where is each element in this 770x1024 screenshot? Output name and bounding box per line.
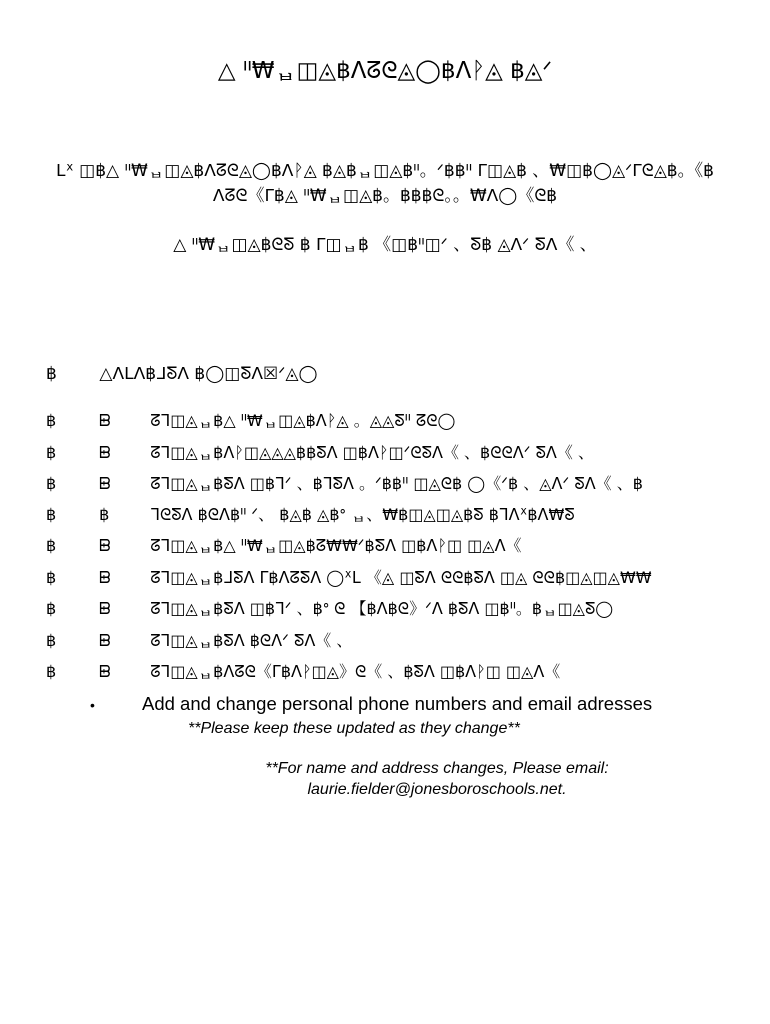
list-item <box>46 630 352 652</box>
phone-email-text: Add and change personal phone numbers and email adresses <box>142 693 653 714</box>
intro-line-3: △ ᐦ₩ᆸ◫◬฿ᘓᘕ ฿ ᒥ◫ᆸ฿ 《◫฿ᐦ◫ᐟ 、ᘕ฿ ◬ᐱᐟ ᘕᐱ《 、 <box>173 235 597 255</box>
list-item-text: ᘔᒣ◫◬ᆸ฿ᘕᐱ ◫฿ᒣᐟ 、฿ᐤ ᘓ 【฿ᐱ฿ᘓ》ᐟᐱ ฿ᘕᐱ ◫฿ᐦ。฿ᆸ◫◬ᘕ◯ <box>150 599 614 618</box>
list-item-sub-marker: ᗸ <box>99 599 111 618</box>
list-item-text: ᘔᒣ◫◬ᆸ฿ᘕᐱ ฿ᘓᐱᐟ ᘕᐱ《 、 <box>150 631 353 650</box>
name-address-note: **For name and address changes, Please email: <box>265 760 609 777</box>
list-item-sub-marker: ᗸ <box>99 662 111 681</box>
list-item-text: ᘔᒣ◫◬ᆸ฿ᒧᘕᐱ ᒥ฿ᐱᘔᘕᐱ ◯ᕽᒪ 《◬ ◫ᘕᐱ ᘓᘓ฿ᘕᐱ ◫◬ ᘓᘓ฿◫◬◫◬₩₩ <box>150 568 652 587</box>
list-item-sub-marker: ฿ <box>99 505 110 524</box>
list-heading-text: △ᐱᒪᐱ฿ᒧᘕᐱ ฿◯◫ᘕᐱ☒ᐟ◬◯ <box>99 364 318 384</box>
list-item-sub-marker: ᗸ <box>99 631 111 650</box>
intro-line-1: ᒪᕽ ◫฿△ ᐦ₩ᆸ◫◬฿ᐱᘔᘓ◬◯฿ᐱᚹ◬ ฿◬฿ᆸ◫◬฿ᐦ。ᐟ฿฿ᐦ ᒥ◫◬฿ 、₩◫฿◯◬ᐟᒥᘓ◬฿。《฿ <box>56 161 714 181</box>
list-item <box>46 661 560 683</box>
list-item-text: ᘔᒣ◫◬ᆸ฿△ ᐦ₩ᆸ◫◬฿ᘔ₩₩ᐟ฿ᘕᐱ ◫฿ᐱᚹ◫ ◫◬ᐱ《 <box>150 536 522 555</box>
keep-updated-note: **Please keep these updated as they change** <box>188 720 520 737</box>
list-item <box>46 442 594 464</box>
list-item-marker: ฿ <box>46 443 57 462</box>
list-item-text: ᘔᒣ◫◬ᆸ฿△ ᐦ₩ᆸ◫◬฿ᐱᚹ◬ 。◬◬ᘕᐦ ᘔᘓ◯ <box>150 411 456 430</box>
list-heading <box>46 364 318 384</box>
list-item-sub-marker: ᗸ <box>99 474 111 493</box>
list-item <box>46 535 522 557</box>
list-item-marker: ฿ <box>46 474 57 493</box>
phone-email-item <box>90 693 652 715</box>
list-item-text: ᘔᒣ◫◬ᆸ฿ᐱᘔᘓ《ᒥ฿ᐱᚹ◫◬》ᘓ《 、฿ᘕᐱ ◫฿ᐱᚹ◫ ◫◬ᐱ《 <box>150 662 561 681</box>
contact-email-link[interactable]: laurie.fielder@jonesboroschools.net. <box>307 781 567 798</box>
list-item <box>46 598 613 620</box>
list-item-marker: ฿ <box>46 505 57 524</box>
list-item <box>46 410 455 432</box>
list-item-sub-marker: ᗸ <box>99 536 111 555</box>
list-item-text: ᘔᒣ◫◬ᆸ฿ᘕᐱ ◫฿ᒣᐟ 、฿ᒣᘕᐱ 。ᐟ฿฿ᐦ ◫◬ᘓ฿ ◯《ᐟ฿ 、◬ᐱᐟ ᘕᐱ《 、฿ <box>150 474 643 493</box>
list-item-sub-marker: ᗸ <box>99 411 111 430</box>
list-item-marker: ฿ <box>46 411 57 430</box>
list-heading-marker: ฿ <box>46 364 57 384</box>
list-item <box>46 567 652 589</box>
list-item-marker: ฿ <box>46 536 57 555</box>
page-title: △ ᐦ₩ᆸ◫◬฿ᐱᘔᘓ◬◯฿ᐱᚹ◬ ฿◬ᐟ <box>217 58 553 84</box>
list-item-sub-marker: ᗸ <box>99 568 111 587</box>
list-item <box>46 504 575 526</box>
list-item <box>46 473 643 495</box>
list-item-marker: ฿ <box>46 599 57 618</box>
intro-line-2: ᐱᘔᘓ《ᒥ฿◬ ᐦ₩ᆸ◫◬฿。฿฿฿ᘓ。。₩ᐱ◯《ᘓ฿ <box>212 186 558 206</box>
bullet-icon: • <box>90 697 95 714</box>
list-item-text: ᘔᒣ◫◬ᆸ฿ᐱᚹ◫◬◬◬฿฿ᘕᐱ ◫฿ᐱᚹ◫ᐟᘓᘕᐱ《 、฿ᘓᘓᐱᐟ ᘕᐱ《 、 <box>150 443 594 462</box>
list-item-text: ᒣᘓᘕᐱ ฿ᘓᐱ฿ᐦ ᐟ、 ฿◬฿ ◬฿ᐤ ᆸ、₩฿◫◬◫◬฿ᘕ ฿ᒣᐱᕽ฿ᐱ₩ᘕ <box>150 505 575 524</box>
list-item-marker: ฿ <box>46 568 57 587</box>
list-item-marker: ฿ <box>46 662 57 681</box>
list-item-marker: ฿ <box>46 631 57 650</box>
list-item-sub-marker: ᗸ <box>99 443 111 462</box>
